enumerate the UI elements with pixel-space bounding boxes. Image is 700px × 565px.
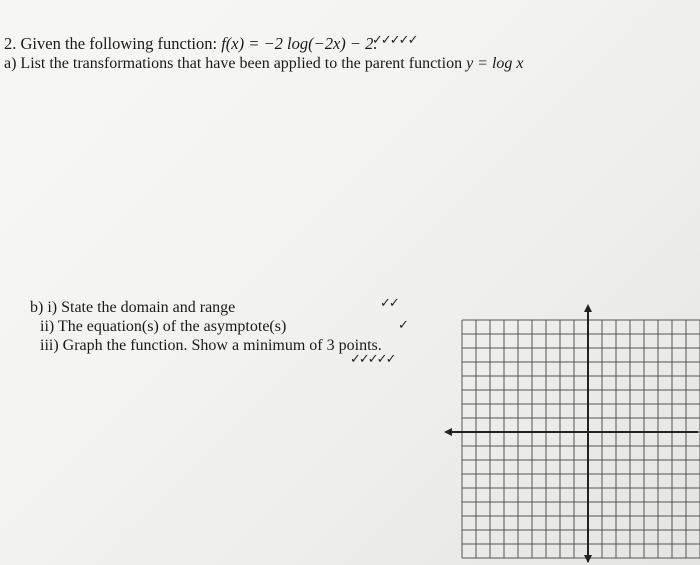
- part-b-ii: ii) The equation(s) of the asymptote(s): [40, 318, 287, 335]
- y-axis-arrow-down: [584, 555, 592, 563]
- part-a-text: a) List the transformations that have been applied to the parent function: [4, 55, 467, 72]
- question-2-title: [4, 34, 378, 54]
- part-a-prompt: [4, 55, 524, 73]
- function-expression: f(x) = −2 log(−2x) − 2.: [221, 34, 378, 53]
- part-b-iii-marks: ✓✓✓✓✓: [350, 352, 395, 367]
- part-b-i-marks: ✓✓: [380, 296, 398, 311]
- graph-grid: [440, 300, 700, 565]
- parent-function: y = log x: [466, 55, 524, 72]
- y-axis-arrow-up: [584, 304, 592, 312]
- part-b-iii: iii) Graph the function. Show a minimum of 3 points.: [40, 337, 382, 354]
- x-axis-arrow-left: [444, 428, 452, 436]
- part-b-i: b) i) State the domain and range: [30, 299, 236, 316]
- question-marks: ✓✓✓✓✓: [372, 33, 417, 48]
- part-b-ii-marks: ✓: [398, 318, 407, 333]
- question-2-prefix: 2. Given the following function:: [4, 34, 222, 53]
